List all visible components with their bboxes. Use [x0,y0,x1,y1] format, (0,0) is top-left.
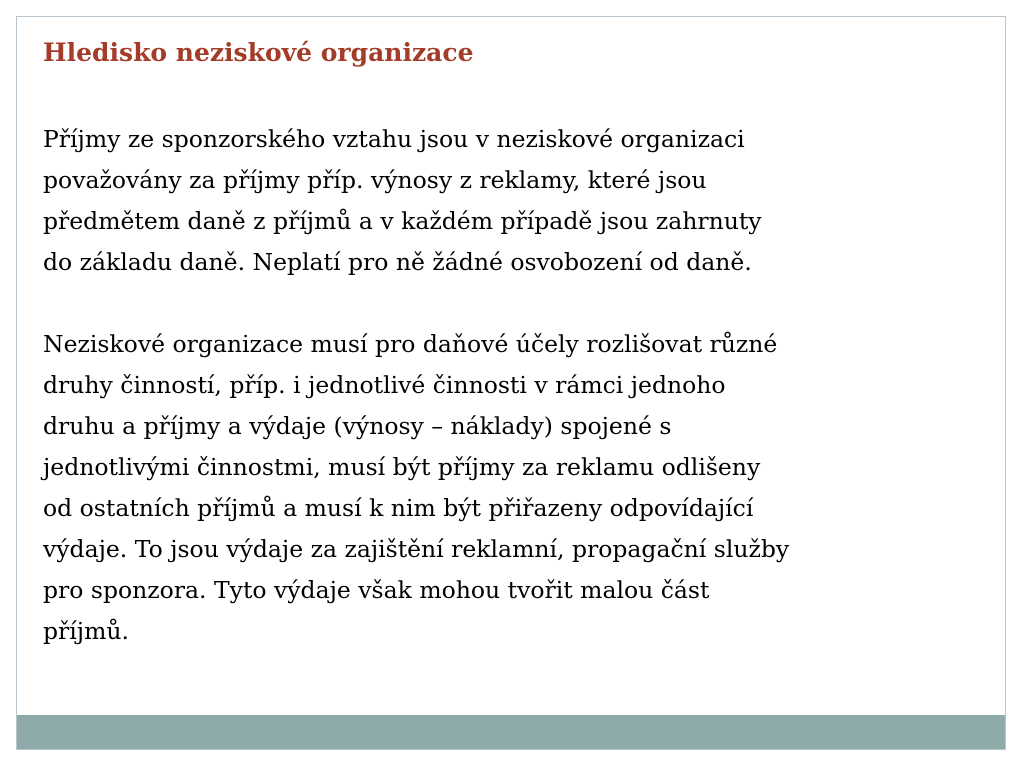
text-line: druhy činností, příp. i jednotlivé činnosti v rámci jednoho [43,371,726,399]
footer-bar [17,715,1005,749]
text-line: od ostatních příjmů a musí k nim být přiřazeny odpovídající [43,494,754,522]
text-line: Neziskové organizace musí pro daňové účely rozlišovat různé [43,330,778,358]
text-line: považovány za příjmy příp. výnosy z reklamy, které jsou [43,166,707,194]
text-line: druhu a příjmy a výdaje (výnosy – náklady) spojené s [43,412,672,440]
text-line: jednotlivými činnostmi, musí být příjmy za reklamu odlišeny [43,453,761,481]
text-line: výdaje. To jsou výdaje za zajištění reklamní, propagační služby [43,535,790,563]
paragraph-activity-separation [43,324,993,652]
text-line: do základu daně. Neplatí pro ně žádné osvobození od daně. [43,248,752,276]
paragraph-sponsorship-income [43,119,993,283]
text-line: příjmů. [43,617,129,645]
text-line: pro sponzora. Tyto výdaje však mohou tvořit malou část [43,576,710,604]
text-line: předmětem daně z příjmů a v každém případě jsou zahrnuty [43,207,762,235]
slide-body [43,119,993,652]
slide [16,16,1006,750]
slide-title: Hledisko neziskové organizace [43,38,474,67]
text-line: Příjmy ze sponzorského vztahu jsou v neziskové organizaci [43,125,745,153]
